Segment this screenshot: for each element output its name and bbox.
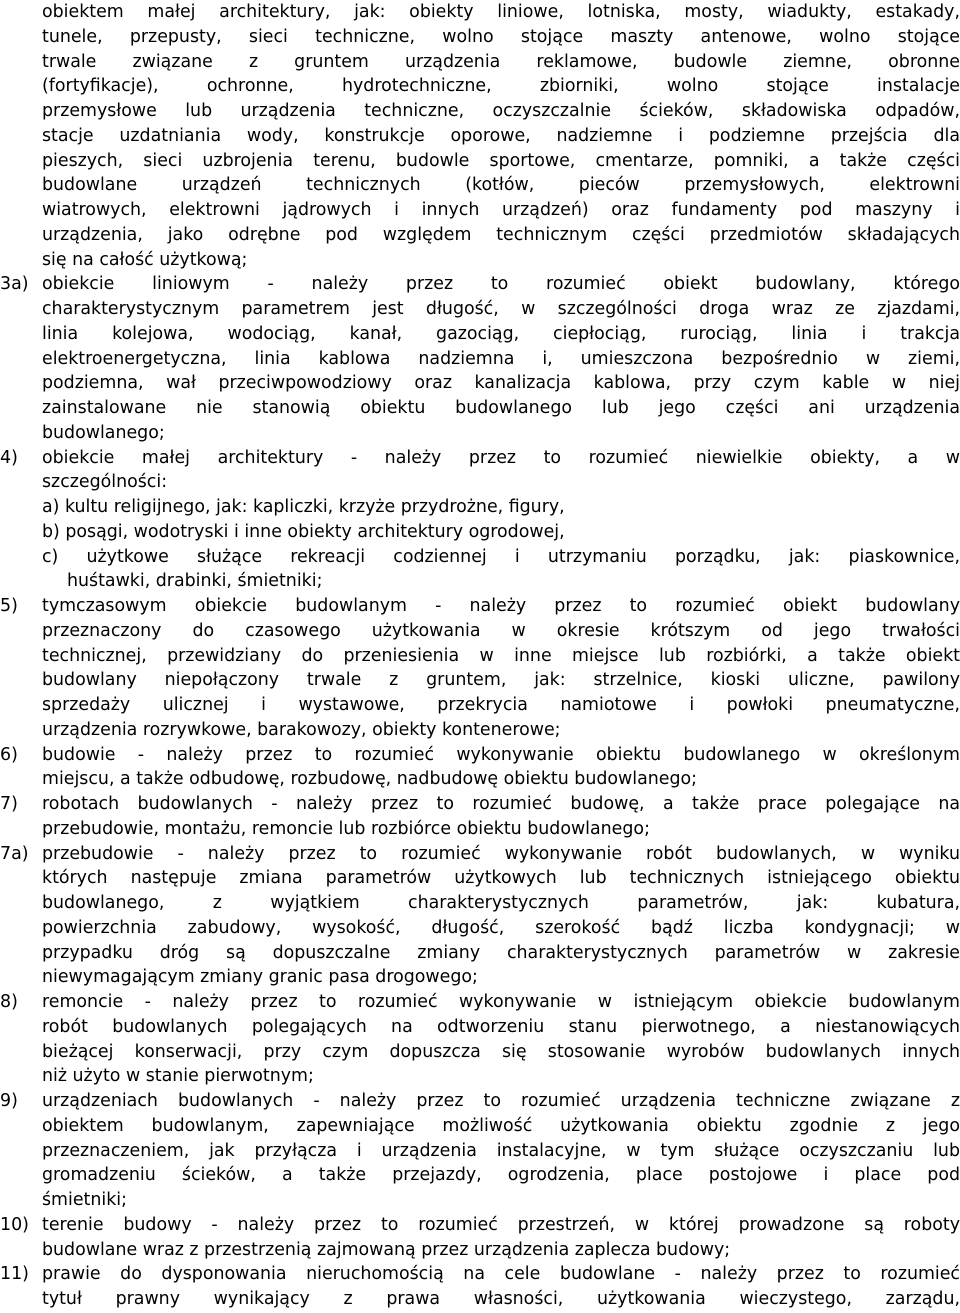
text-line: tunele, przepusty, sieci techniczne, wolno stojące maszty antenowe, wolno stojące	[42, 26, 960, 47]
item-body	[42, 792, 960, 842]
item-body	[42, 594, 960, 743]
text-line: powierzchnia zabudowy, wysokość, długość, szerokość bądź liczba kondygnacji; w	[42, 917, 960, 938]
definition-item	[0, 594, 960, 743]
item-number: 5)	[0, 596, 18, 616]
item-body	[42, 1089, 960, 1213]
text-line: linia kolejowa, wodociąg, kanał, gazociąg, ciepłociąg, rurociąg, linia i trakcja	[42, 323, 960, 344]
text-line: wiatrowych, elektrowni jądrowych i innych urządzeń) oraz fundamenty pod maszyny i	[42, 200, 960, 220]
text-line: przemysłowe lub urządzenia techniczne, oczyszczalnie ścieków, składowiska odpadów,	[42, 101, 960, 121]
text-line: budowlany niepołączony trwale z gruntem, jak: strzelnice, kioski uliczne, pawilony	[42, 670, 960, 691]
item-number: 8)	[0, 992, 18, 1012]
text-line: terenie budowy - należy przez to rozumieć przestrzeń, w której prowadzone są roboty	[42, 1214, 960, 1235]
definition-item	[0, 990, 960, 1089]
text-line: tytuł prawny wynikający z prawa własności, użytkowania wieczystego, zarządu,	[42, 1289, 960, 1309]
text-line: podziemna, wał przeciwpowodziowy oraz kanalizacja kablowa, przy czym kable w niej	[42, 373, 960, 394]
text-line: gromadzeniu ścieków, a także przejazdy, ogrodzenia, place postojowe i place pod	[42, 1165, 960, 1186]
text-line: się na całość użytkową;	[42, 249, 248, 270]
definition-item	[0, 272, 960, 445]
item-body	[42, 842, 960, 991]
definition-item	[0, 1262, 960, 1312]
text-line: budowie - należy przez to rozumieć wykonywanie obiektu budowlanego w określonym	[42, 744, 960, 765]
item-number: 7a)	[0, 843, 29, 864]
text-line: budowlanego;	[42, 422, 165, 443]
text-line: remoncie - należy przez to rozumieć wykonywanie w istniejącym obiekcie budowlanym	[42, 992, 960, 1012]
item-body	[42, 446, 960, 595]
text-line: robót budowlanych polegających na odtworzeniu stanu pierwotnego, a niestanowiących	[42, 1016, 960, 1037]
text-line: elektroenergetyczna, linia kablowa nadziemna i, umieszczona bezpośrednio w ziemi,	[42, 348, 960, 369]
text-line: których następuje zmiana parametrów użytkowych lub technicznych istniejącego obiektu	[42, 868, 960, 889]
definition-item	[0, 842, 960, 991]
text-line: obiekcie małej architektury - należy przez to rozumieć niewielkie obiekty, a w	[42, 447, 960, 468]
item-body	[42, 743, 960, 793]
text-line: przebudowie - należy przez to rozumieć wykonywanie robót budowlanych, w wyniku	[42, 843, 960, 864]
item-number: 7)	[0, 794, 18, 814]
text-line: bieżącej konserwacji, przy czym dopuszcza się stosowanie wyrobów budowlanych innych	[42, 1041, 960, 1062]
definition-item	[0, 446, 960, 595]
text-line: a) kultu religijnego, jak: kapliczki, krzyże przydrożne, figury,	[42, 497, 565, 517]
text-line: zainstalowane nie stanowią obiektu budowlanego lub jego części ani urządzenia	[42, 398, 960, 418]
text-line: obiektem małej architektury, jak: obiekty liniowe, lotniska, mosty, wiadukty, estakady,	[42, 2, 960, 22]
item-number: 4)	[0, 447, 18, 468]
text-line: śmietniki;	[42, 1190, 127, 1210]
definition-item	[0, 1089, 960, 1213]
text-line: budowlane urządzeń technicznych (kotłów, pieców przemysłowych, elektrowni	[42, 175, 960, 196]
text-line: szczególności:	[42, 472, 168, 493]
text-line: niż użyto w stanie pierwotnym;	[42, 1066, 314, 1087]
text-line: przeznaczony do czasowego użytkowania w okresie krótszym od jego trwałości	[42, 620, 960, 641]
sub-item	[42, 520, 960, 545]
text-line: obiektem budowlanym, zapewniające możliwość użytkowania obiektu zgodnie z jego	[42, 1115, 960, 1136]
text-line: budowlanego, z wyjątkiem charakterystycznych parametrów, jak: kubatura,	[42, 893, 960, 913]
text-line: urządzeniach budowlanych - należy przez to rozumieć urządzenia techniczne związane z	[42, 1091, 960, 1111]
text-line: c) użytkowe służące rekreacji codziennej i utrzymaniu porządku, jak: piaskownice,	[42, 546, 960, 567]
text-line: tymczasowym obiekcie budowlanym - należy przez to rozumieć obiekt budowlany	[42, 596, 960, 616]
text-line: przeznaczeniem, jak przyłącza i urządzenia instalacyjne, w tym służące oczyszczaniu lub	[42, 1140, 960, 1161]
text-line: trwale związane z gruntem urządzenia reklamowe, budowle ziemne, obronne	[42, 51, 960, 72]
text-line: przebudowie, montażu, remoncie lub rozbiórce obiektu budowlanego;	[42, 818, 650, 839]
text-line: pieszych, sieci uzbrojenia terenu, budowle sportowe, cmentarze, pomniki, a także części	[42, 150, 960, 171]
definition-item	[0, 1213, 960, 1263]
text-line: miejscu, a także odbudowę, rozbudowę, nadbudowę obiektu budowlanego;	[42, 769, 698, 790]
definition-item	[0, 743, 960, 793]
item-number: 6)	[0, 744, 18, 765]
text-line: b) posągi, wodotryski i inne obiekty architektury ogrodowej,	[42, 521, 565, 542]
sub-item	[42, 545, 960, 595]
item-number: 11)	[0, 1264, 29, 1285]
intro-paragraph	[0, 0, 960, 272]
sub-item	[42, 495, 960, 520]
item-body	[42, 1213, 960, 1263]
text-line: budowlane wraz z przestrzenią zajmowaną przez urządzenia zaplecza budowy;	[42, 1239, 731, 1260]
text-line: robotach budowlanych - należy przez to rozumieć budowę, a także prace polegające na	[42, 794, 960, 814]
text-line: stacje uzdatniania wody, konstrukcje oporowe, nadziemne i podziemne przejścia dla	[42, 125, 960, 146]
text-line: urządzenia, jako odrębne pod względem technicznym części przedmiotów składających	[42, 224, 960, 245]
text-line: sprzedaży ulicznej i wystawowe, przekrycia namiotowe i powłoki pneumatyczne,	[42, 695, 960, 715]
text-line: technicznej, przewidziany do przeniesienia w inne miejsce lub rozbiórki, a także obiekt	[42, 645, 960, 666]
text-line: niewymagającym zmiany granic pasa drogowego;	[42, 967, 478, 988]
item-number: 9)	[0, 1091, 18, 1111]
item-number: 10)	[0, 1214, 29, 1235]
text-line: charakterystycznym parametrem jest długość, w szczególności droga wraz ze zjazdami,	[42, 299, 960, 319]
item-body	[42, 1262, 960, 1312]
text-line: urządzenia rozrywkowe, barakowozy, obiekty kontenerowe;	[42, 719, 561, 740]
text-line: przypadku dróg są dopuszczalne zmiany charakterystycznych parametrów w zakresie	[42, 942, 960, 963]
text-line: obiekcie liniowym - należy przez to rozumieć obiekt budowlany, którego	[42, 274, 960, 295]
text-line: huśtawki, drabinki, śmietniki;	[67, 571, 323, 592]
item-body	[42, 272, 960, 445]
text-line: (fortyfikacje), ochronne, hydrotechniczne, zbiorniki, wolno stojące instalacje	[42, 76, 960, 97]
item-number: 3a)	[0, 274, 29, 295]
item-body	[42, 990, 960, 1089]
definition-item	[0, 792, 960, 842]
text-line: prawie do dysponowania nieruchomością na cele budowlane - należy przez to rozumieć	[42, 1264, 960, 1285]
paragraph-body	[42, 0, 960, 272]
